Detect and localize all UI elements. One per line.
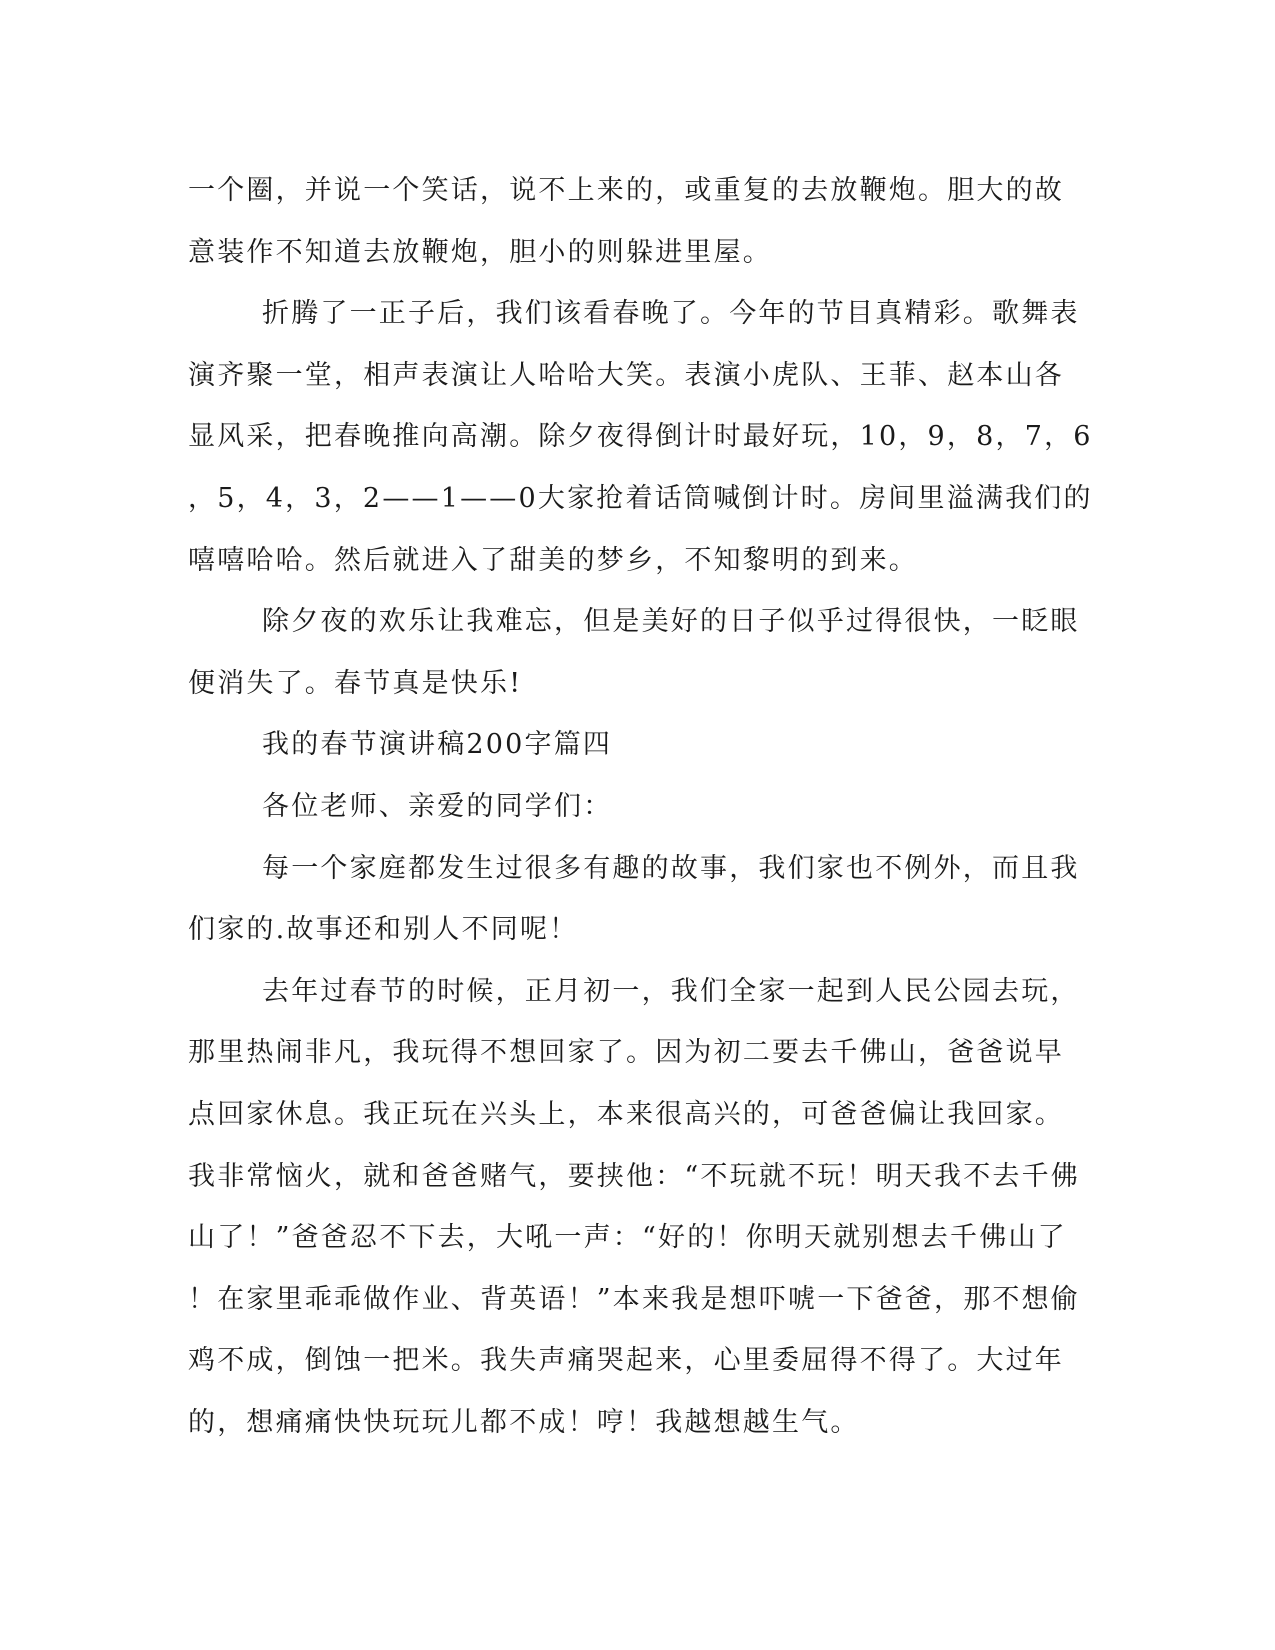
document-body <box>188 160 1093 1453</box>
paragraph-start-line: 折腾了一正子后，我们该看春晚了。今年的节目真精彩。歌舞表 <box>262 298 1080 330</box>
paragraph-start-line: 去年过春节的时候，正月初一，我们全家一起到人民公园去玩， <box>262 975 1080 1007</box>
text-line: 显风采，把春晚推向高潮。除夕夜得倒计时最好玩，10，9，8，7，6 <box>188 421 1093 453</box>
text-line: ！在家里乖乖做作业、背英语！”本来我是想吓唬一下爸爸，那不想偷 <box>188 1283 1081 1315</box>
text-line: 演齐聚一堂，相声表演让人哈哈大笑。表演小虎队、王菲、赵本山各 <box>188 359 1064 391</box>
text-line: 嘻嘻哈哈。然后就进入了甜美的梦乡，不知黎明的到来。 <box>188 544 918 576</box>
text-line: 意装作不知道去放鞭炮，胆小的则躲进里屋。 <box>188 236 772 268</box>
text-line: 我非常恼火，就和爸爸赌气，要挟他：“不玩就不玩！明天我不去千佛 <box>188 1160 1081 1192</box>
text-line: ，5，4，3，2——1——0大家抢着话筒喊倒计时。房间里溢满我们的 <box>188 482 1093 514</box>
text-line: 那里热闹非凡，我玩得不想回家了。因为初二要去千佛山，爸爸说早 <box>188 1037 1064 1069</box>
text-line: 一个圈，并说一个笑话，说不上来的，或重复的去放鞭炮。胆大的故 <box>188 175 1064 206</box>
paragraph-start-line: 除夕夜的欢乐让我难忘，但是美好的日子似乎过得很快，一眨眼 <box>262 606 1080 638</box>
text-line: 们家的.故事还和别人不同呢！ <box>188 914 579 946</box>
text-line: 鸡不成，倒蚀一把米。我失声痛哭起来，心里委屈得不得了。大过年 <box>188 1345 1064 1377</box>
text-line: 山了！”爸爸忍不下去，大吼一声：“好的！你明天就别想去千佛山了 <box>188 1222 1067 1254</box>
section-heading: 我的春节演讲稿200字篇四 <box>262 729 613 761</box>
text-line: 便消失了。春节真是快乐! <box>188 667 523 699</box>
paragraph-start-line: 每一个家庭都发生过很多有趣的故事，我们家也不例外，而且我 <box>262 852 1080 884</box>
salutation-line: 各位老师、亲爱的同学们： <box>262 790 613 822</box>
text-line: 的，想痛痛快快玩玩儿都不成！哼！我越想越生气。 <box>188 1406 860 1438</box>
text-line: 点回家休息。我正玩在兴头上，本来很高兴的，可爸爸偏让我回家。 <box>188 1098 1064 1130</box>
